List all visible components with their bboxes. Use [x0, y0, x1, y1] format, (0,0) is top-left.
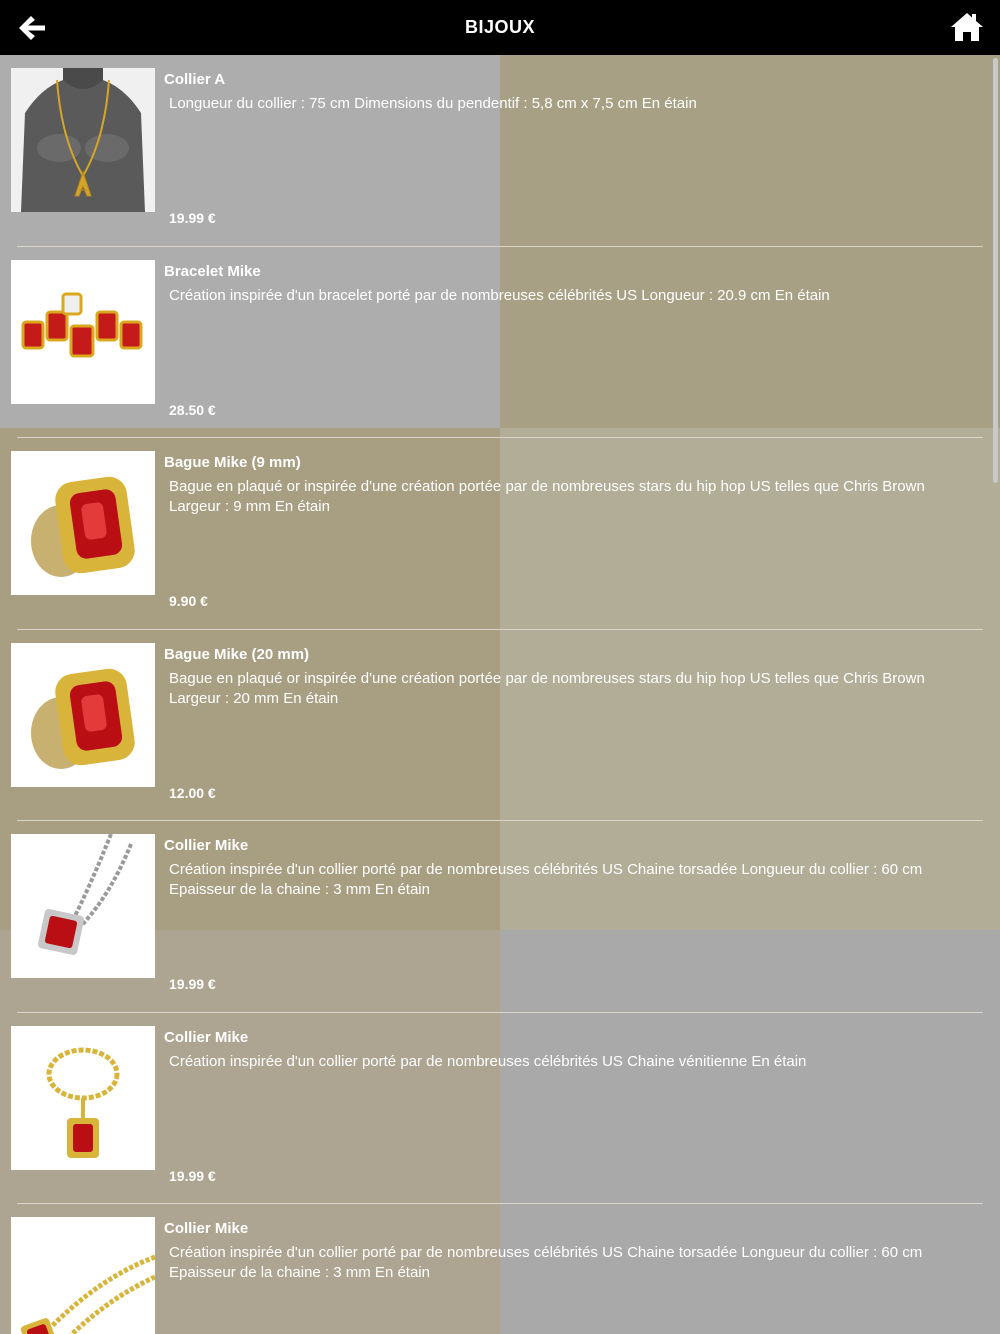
product-image [11, 1217, 155, 1334]
product-description: Bague en plaqué or inspirée d'une création portée par de nombreuses stars du hip hop US telles que Chris Brown Largeur : 20 mm En étain [169, 669, 925, 707]
back-arrow-icon[interactable] [14, 10, 50, 46]
product-price: 28.50 € [169, 401, 216, 418]
product-price: 12.00 € [169, 784, 216, 801]
product-item[interactable] [0, 55, 1000, 247]
product-description: Longueur du collier : 75 cm Dimensions du pendentif : 5,8 cm x 7,5 cm En étain [169, 95, 697, 112]
product-price: 19.99 € [169, 210, 216, 226]
product-item[interactable] [0, 247, 1000, 439]
product-image [11, 451, 155, 595]
product-item[interactable] [0, 438, 1000, 630]
product-image [11, 260, 155, 404]
product-item[interactable] [0, 1013, 1000, 1205]
product-list [0, 55, 1000, 1334]
home-icon[interactable] [950, 10, 984, 44]
product-description: Création inspirée d'un bracelet porté par de nombreuses célébrités US Longueur : 20.9 cm En étain [169, 286, 830, 304]
product-description: Bague en plaqué or inspirée d'une création portée par de nombreuses stars du hip hop US telles que Chris Brown Largeur : 9 mm En étain [169, 478, 925, 515]
product-name: Collier A [164, 71, 226, 88]
product-price: 19.99 € [169, 976, 216, 992]
product-price: 9.90 € [169, 593, 208, 609]
product-image [11, 1026, 155, 1170]
product-description: Création inspirée d'un collier porté par de nombreuses célébrités US Chaine torsadée Longueur du collier : 60 cm Epaisseur de la chaine : 3 mm En étain [169, 1244, 923, 1281]
top-navigation-bar [0, 0, 1000, 55]
product-image [11, 68, 155, 212]
product-name: Collier Mike [164, 1028, 249, 1046]
product-image [11, 834, 155, 978]
product-price: 19.99 € [169, 1167, 216, 1184]
product-item[interactable] [0, 1204, 1000, 1334]
product-name: Bague Mike (9 mm) [164, 454, 301, 471]
product-description: Création inspirée d'un collier porté par de nombreuses célébrités US Chaine vénitienne En étain [169, 1052, 807, 1070]
product-name: Bague Mike (20 mm) [164, 645, 310, 663]
product-image [11, 643, 155, 787]
product-name: Collier Mike [164, 837, 249, 854]
product-name: Bracelet Mike [164, 262, 261, 280]
scrollbar[interactable] [993, 58, 998, 483]
product-description: Création inspirée d'un collier porté par de nombreuses célébrités US Chaine torsadée Longueur du collier : 60 cm Epaisseur de la chaine : 3 mm En étain [169, 861, 923, 898]
product-name: Collier Mike [164, 1220, 249, 1237]
product-item[interactable] [0, 821, 1000, 1013]
product-item[interactable] [0, 630, 1000, 822]
page-title: BIJOUX [464, 17, 536, 37]
